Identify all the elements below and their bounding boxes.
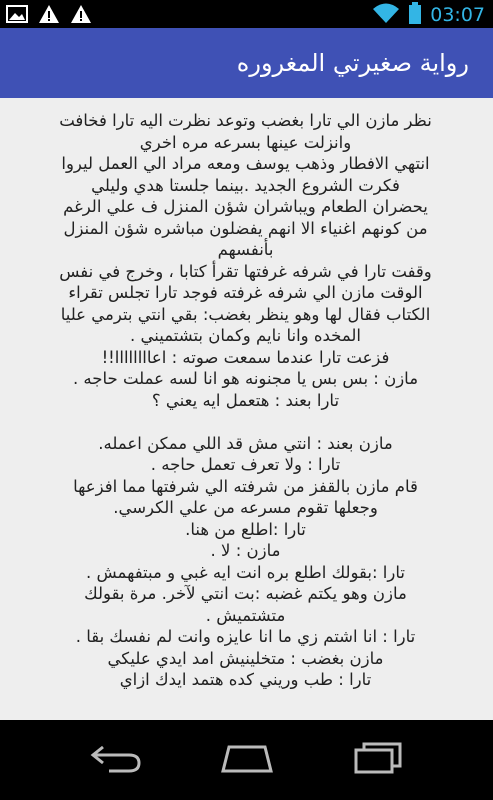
warning-icon bbox=[70, 4, 92, 28]
back-button[interactable] bbox=[86, 738, 146, 782]
wifi-icon bbox=[372, 2, 400, 28]
app-bar bbox=[0, 28, 493, 98]
story-text: نظر مازن الي تارا بغضب وتوعد نظرت اليه تارا فخافت وانزلت عينها بسرعه مره اخري انتهي الافطار وذهب يوسف ومعه مراد الي العمل ليروا فكرت الشروع الجديد .بينما جلستا هدي وليلي يحضران الطعام ويباشران شؤن المنزل ف علي الرغم من كونهم اغنياء الا انهم يفضلون مباشره شؤن المنزل بأنفسهم وقفت تارا في شرفه غرفتها تقرأ كتابا ، وخرج في نفس الوقت مازن الي شرفه غرفته فوجد تارا تجلس تقراء الكتاب فقال لها وهو ينظر بغضب: بقي انتي بترمي عليا المخده وانا نايم وكمان بتشتميني . فزعت تارا عندما سمعت صوته : اعاااااااا!! مازن : بس بس يا مجنونه هو انا لسه عملت حاجه . تارا بعند : هتعمل ايه يعني ؟ مازن بعند : انتي مش قد اللي ممكن اعمله. تارا : ولا تعرف تعمل حاجه . قام مازن بالقفز من شرفته الي شرفتها مما افزعها وجعلها تقوم مسرعه من علي الكرسي. تارا :اطلع من هنا. مازن : لا . تارا :بقولك اطلع بره انت ايه غبي و مبتفهمش . مازن وهو يكتم غضبه :بت انتي لآخر. مرة بقولك متشتميش . تارا : انا اشتم زي ما انا عايزه وانت لم نفسك بقا . مازن بغضب : متخلينيش امد ايدي عليكي تارا : طب وريني كده هتمد ايدك ازاي bbox=[59, 111, 432, 689]
back-icon bbox=[89, 741, 143, 779]
warning-icon bbox=[38, 4, 60, 28]
image-icon bbox=[6, 4, 28, 28]
status-bar bbox=[0, 0, 493, 28]
battery-icon bbox=[408, 2, 422, 28]
home-icon bbox=[217, 741, 277, 779]
recents-icon bbox=[350, 740, 406, 780]
app-title: رواية صغيرتي المغروره bbox=[236, 49, 469, 77]
notification-icons bbox=[6, 4, 92, 28]
story-content[interactable] bbox=[0, 98, 493, 720]
home-button[interactable] bbox=[217, 738, 277, 782]
status-time: 03:07 bbox=[430, 4, 485, 26]
navigation-bar bbox=[0, 720, 493, 800]
recents-button[interactable] bbox=[348, 738, 408, 782]
system-icons bbox=[372, 2, 485, 28]
